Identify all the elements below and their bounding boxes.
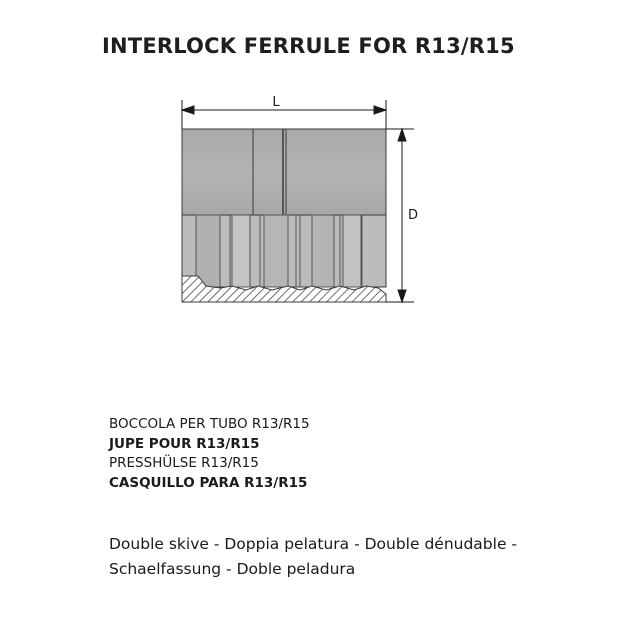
dimension-L [182, 100, 386, 129]
name-french: JUPE POUR R13/R15 [109, 435, 260, 452]
dimension-L-label: L [272, 95, 280, 110]
name-spanish: CASQUILLO PARA R13/R15 [109, 474, 308, 491]
page-title: INTERLOCK FERRULE FOR R13/R15 [102, 34, 515, 58]
description [109, 532, 529, 582]
description-line-2: Schaelfassung - Doble peladura [109, 560, 356, 578]
ferrule-outer-body [182, 129, 386, 215]
description-line-1: Double skive - Doppia pelatura - Double dénudable - [109, 535, 518, 553]
dimension-D-label: D [407, 208, 419, 223]
name-italian: BOCCOLA PER TUBO R13/R15 [109, 416, 310, 432]
product-names [109, 415, 310, 493]
name-german: PRESSHÜLSE R13/R15 [109, 455, 259, 471]
